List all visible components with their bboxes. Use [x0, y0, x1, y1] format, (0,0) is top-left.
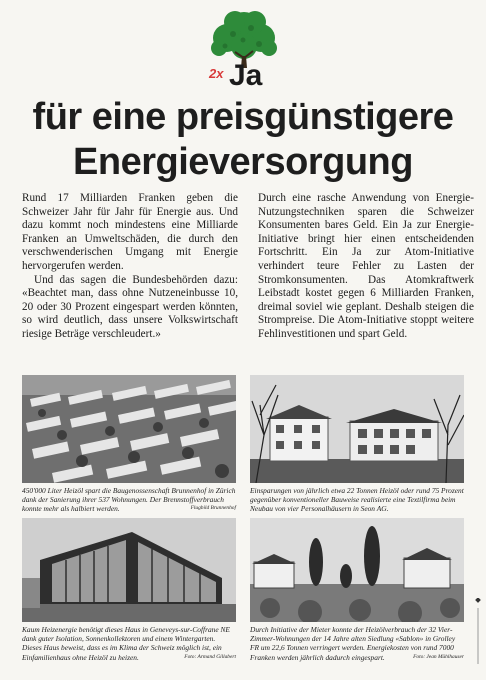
- printer-mark-icon: [474, 598, 482, 668]
- photo-credit: Flugbild Brunnenhof: [190, 505, 236, 512]
- photo-aerial-housing: [22, 375, 236, 483]
- initiative-logo: [205, 8, 283, 94]
- caption-text: Durch Initiative der Mieter konnte der Heizölverbrauch der 32 Vier-Zimmer-Wohnungen der 14 Jahre alten Siedlung «Sablon» in Grolley FR um 22,6 Tonnen verringert werden. Energiekosten von rund 7000 Franken werden jährlich dadurch eingespart.: [250, 625, 456, 662]
- headline-line-2: Energieversorgung: [73, 141, 413, 183]
- body-paragraph: Rund 17 Milliarden Franken geben die Schweizer Jahr für Jahr für Energie aus. Und dazu kommt noch mindestens eine Milliarde Franken an Umweltschäden, die durch den verschwenderischen Umgang mit Energie hervorgerufen werden.: [22, 192, 238, 272]
- logo-word: Ja: [229, 59, 263, 92]
- caption-text: 450'000 Liter Heizöl spart die Baugenossenschaft Brunnenhof in Zürich dank der Sanierung ihrer 537 Wohnungen. Der Brennstoffverbrauch konnte mehr als halbiert werden.: [22, 486, 236, 514]
- body-column-left: [22, 192, 238, 342]
- photo-caption: [22, 625, 236, 662]
- caption-text: Kaum Heizenergie benötigt dieses Haus in Geneveys-sur-Coffrane NE dank guter Isolation, Sonnenkollektoren und einem Wintergarten. Dieses Haus beweist, dass es im Klima der Schweiz möglich ist, ein Einfamilienhaus ohne Heizöl zu heizen.: [22, 625, 230, 662]
- photo-settlement: [250, 518, 464, 622]
- body-paragraph: Durch eine rasche Anwendung von Energie-Nutzungstechniken sparen die Schweizer Konsumenten bares Geld. Ein Ja zur Energie-Initiative bringt hier einen entscheidenden Fortschritt. Ein Ja zur Atom-Initiative verhindert teure Fehler zu Lasten der Stromkonsumenten. Das Atomkraftwerk Leibstadt kostet gegen 6 Milliarden Franken, dreimal soviel wie geplant. Deshalb steigen die Strompreise. Die Atom-Initiative stoppt weitere Fehlinvestitionen und spart Geld.: [258, 192, 474, 340]
- photo-credit: Foto: Jean Mühlhauser: [413, 653, 464, 660]
- body-paragraph: Und das sagen die Bundesbehörden dazu: «Beachtet man, dass ohne Nutzeneinbusse 10, 20 oder 30 Prozent eingespart werden könnten, so wird deutlich, dass unsere Volkswirtschaft riesige Beträge verschleudert.»: [22, 273, 238, 340]
- headline-line-1: für eine preisgünstigere: [32, 96, 454, 138]
- photo-caption: [22, 486, 236, 514]
- photo-solar-house: [22, 518, 236, 622]
- logo-badge: 2x: [209, 66, 224, 81]
- photo-staff-houses: [250, 375, 464, 483]
- photo-caption: [250, 486, 464, 514]
- caption-text: Einsparungen von jährlich etwa 22 Tonnen Heizöl oder rund 75 Prozent gegenüber konventioneller Bauweise realisierte eine Textilfirma beim Neubau von vier Personalhäusern in Seon AG.: [250, 486, 464, 514]
- body-column-right: [258, 192, 474, 342]
- photo-caption: [250, 625, 464, 662]
- photo-credit: Foto: Armand Gillabert: [184, 653, 236, 660]
